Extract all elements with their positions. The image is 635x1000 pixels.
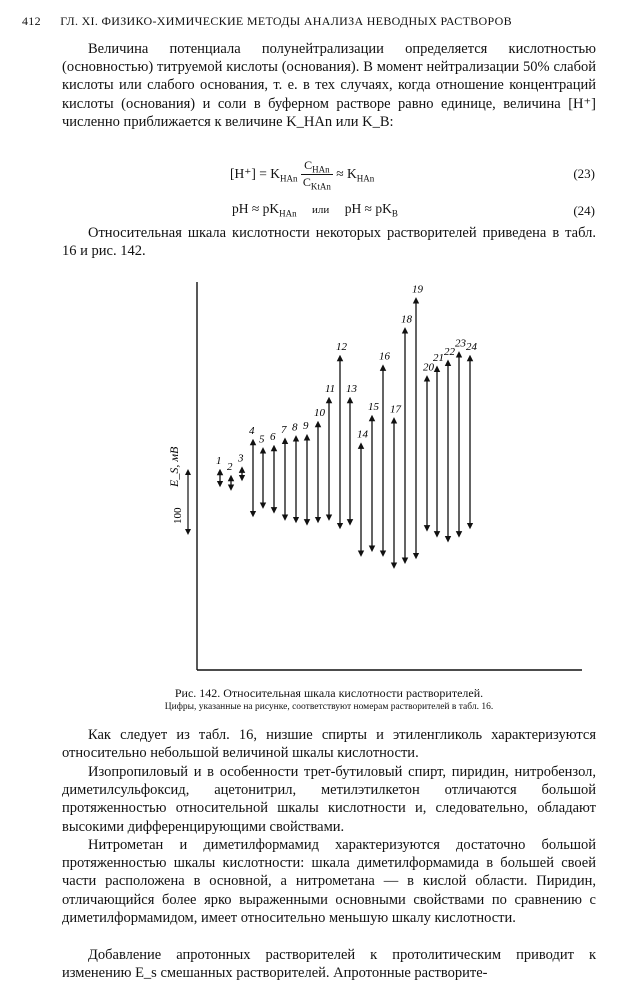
- figure-caption-note: Цифры, указанные на рисунке, соответствуют номерам растворителей в табл. 16.: [164, 702, 494, 712]
- equation-24: [232, 201, 398, 219]
- solvent-label-15: 15: [368, 401, 379, 413]
- paragraph-6: Добавление апротонных растворителей к протолитическим приводит к изменению E_s смешанных растворителей. Апротонные растворите-: [62, 947, 596, 982]
- equation-23: [230, 158, 374, 192]
- scale-label: 100: [172, 507, 184, 524]
- solvent-label-5: 5: [259, 433, 265, 446]
- solvent-label-24: 24: [466, 341, 477, 353]
- eq23-rhs-sub: HAn: [356, 173, 375, 184]
- solvent-label-17: 17: [390, 403, 401, 416]
- equation-23-number: (23): [573, 166, 595, 181]
- running-header: [22, 14, 613, 29]
- solvent-label-12: 12: [336, 341, 347, 353]
- eq24-or: или: [312, 204, 330, 216]
- solvent-label-21: 21: [433, 351, 444, 364]
- paragraph-4: Изопропиловый и в особенности трет-бутиловый спирт, пиридин, нитробензол, диметилсульфоксид, ацетонитрил, метилэтилкетон отличаются большой протяженностью относительной шкалы кислотности и, следовательно, обладают высокими дифференцирующими свойствами.: [62, 764, 596, 835]
- solvent-label-19: 19: [412, 283, 423, 296]
- eq24-part2: pH ≈ pK: [344, 201, 392, 216]
- solvent-label-22: 22: [444, 345, 455, 358]
- eq24-part2-sub: B: [391, 208, 398, 219]
- solvent-label-23: 23: [455, 337, 466, 350]
- paragraph-3: Как следует из табл. 16, низшие спирты и этиленгликоль характеризуются относительно небольшой величиной шкалы кислотности.: [62, 727, 596, 762]
- eq23-fraction: [301, 158, 333, 192]
- solvent-label-2: 2: [227, 461, 233, 473]
- equation-24-number: (24): [573, 203, 595, 218]
- solvent-label-13: 13: [346, 383, 357, 395]
- eq23-num-sub: HAn: [312, 164, 330, 175]
- solvent-label-18: 18: [401, 313, 412, 326]
- solvent-label-7: 7: [281, 423, 287, 436]
- solvent-label-9: 9: [303, 420, 309, 433]
- paragraph-2: Относительная шкала кислотности некоторых растворителей приведена в табл. 16 и рис. 142.: [62, 225, 596, 260]
- axis-label: E_S, мВ: [167, 446, 181, 487]
- page-number: 412: [22, 14, 41, 28]
- solvent-label-3: 3: [238, 452, 244, 465]
- solvent-label-10: 10: [314, 407, 325, 419]
- arrow-group: [216, 283, 478, 565]
- eq23-den: C: [302, 175, 311, 190]
- figure-caption: Рис. 142. Относительная шкала кислотности растворителей.: [174, 686, 484, 700]
- paragraph-5: Нитрометан и диметилформамид характеризуются достаточно большой протяженностью шкалы кислотности: шкала диметилформамида в большей своей части расположена в основной, а нитрометана — в кислой области. Пиридин, отличающийся более ярко выраженными основными свойствами по сравнению с диметилформамидом, имеет относительно меньшую шкалу кислотности.: [62, 837, 596, 926]
- paragraph-1: Величина потенциала полунейтрализации определяется кислотностью (основностью) титруемой кислоты (основания). В момент нейтрализации 50% слабой кислоты или слабого основания, т. е. в тех случаях, когда отношение концентраций кислоты (основания) и соли в буферном растворе равно единице, величина [H⁺] численно приближается к величине K_HAn или K_B:: [62, 41, 596, 130]
- solvent-label-4: 4: [249, 425, 255, 437]
- solvent-label-1: 1: [216, 455, 222, 467]
- solvent-label-14: 14: [357, 428, 368, 441]
- solvent-label-16: 16: [379, 350, 390, 363]
- solvent-label-20: 20: [423, 361, 434, 374]
- eq23-lhs: [H⁺] = K: [230, 165, 280, 181]
- eq23-num: C: [304, 158, 313, 172]
- figure-142: [0, 262, 635, 682]
- eq24-part1-sub: HAn: [279, 208, 297, 219]
- eq23-rhs: ≈ K: [336, 165, 357, 181]
- eq23-den-sub: KtAn: [310, 181, 331, 192]
- running-title: ГЛ. XI. ФИЗИКО-ХИМИЧЕСКИЕ МЕТОДЫ АНАЛИЗА НЕВОДНЫХ РАСТВОРОВ: [60, 14, 512, 28]
- eq23-lhs-sub: HAn: [279, 173, 298, 184]
- solvent-label-6: 6: [270, 431, 276, 443]
- solvent-label-8: 8: [292, 421, 298, 434]
- solvent-label-11: 11: [325, 383, 336, 395]
- eq24-part1: pH ≈ pK: [232, 201, 280, 216]
